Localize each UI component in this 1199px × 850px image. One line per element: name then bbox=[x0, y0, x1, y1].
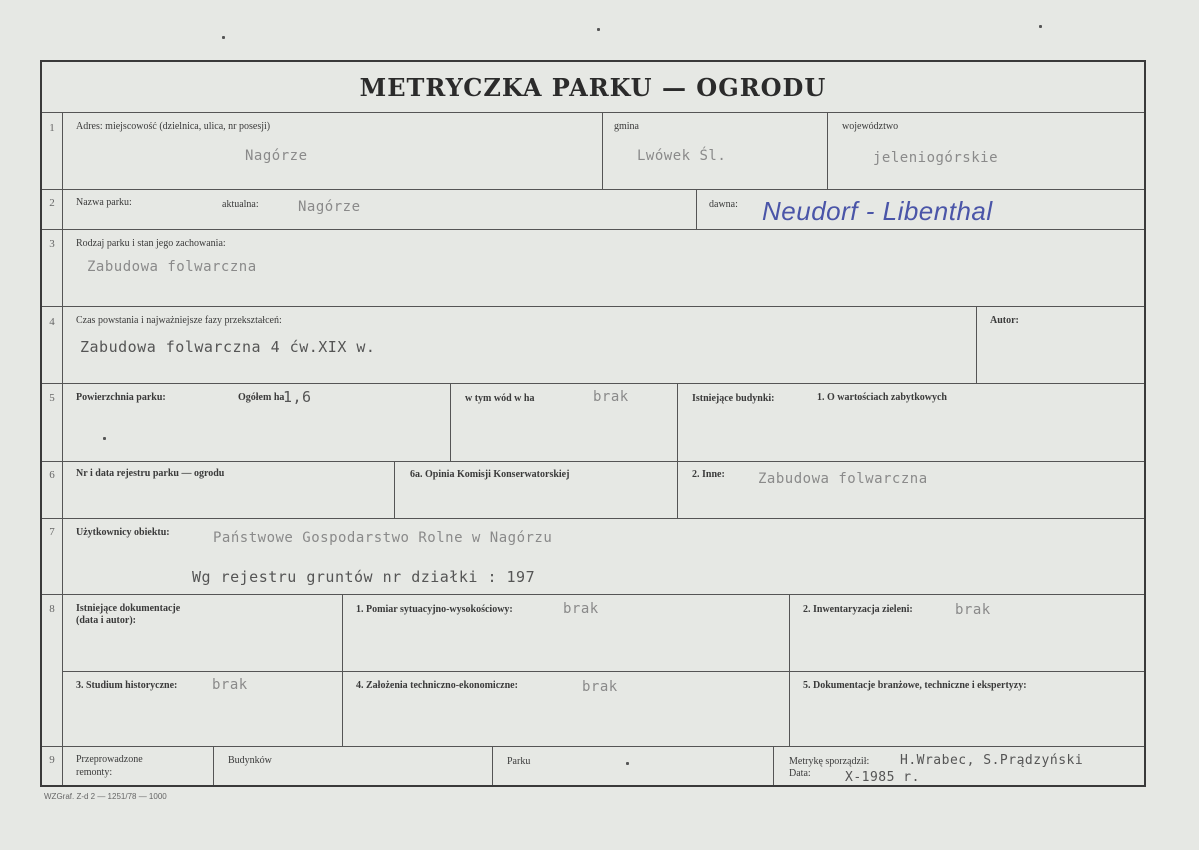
rule-row2-top bbox=[42, 189, 1144, 190]
rule-row6-top bbox=[42, 461, 1144, 462]
survey-value: brak bbox=[563, 601, 599, 617]
register-label: Nr i data rejestru parku — ogrodu bbox=[76, 468, 225, 479]
divider-r2 bbox=[696, 189, 697, 229]
rule-row4-top bbox=[42, 306, 1144, 307]
scan-speck bbox=[626, 762, 629, 765]
divider-r4 bbox=[976, 306, 977, 383]
date-value: X-1985 r. bbox=[845, 770, 920, 785]
documentation-label-1: Istniejące dokumentacje bbox=[76, 603, 181, 614]
historical-study-value: brak bbox=[212, 677, 248, 693]
current-name-label: aktualna: bbox=[222, 199, 259, 210]
rule-row8-top bbox=[42, 594, 1144, 595]
divider-r6-b bbox=[677, 461, 678, 518]
form-title: METRYCZKA PARKU — OGRODU bbox=[359, 72, 827, 102]
rule-row1-top bbox=[42, 112, 1144, 113]
scan-speck bbox=[597, 28, 600, 31]
divider-r9-b bbox=[492, 746, 493, 785]
current-name-value: Nagórze bbox=[298, 199, 361, 215]
prepared-by-value: H.Wrabec, S.Prądzyński bbox=[900, 753, 1084, 768]
row-number-6: 6 bbox=[49, 469, 55, 481]
row-number-5: 5 bbox=[49, 392, 55, 404]
total-area-value: 1,6 bbox=[283, 388, 312, 406]
divider-r6-a bbox=[394, 461, 395, 518]
park-area-label: Powierzchnia parku: bbox=[76, 392, 166, 403]
green-inventory-label: 2. Inwentaryzacja zieleni: bbox=[803, 604, 913, 615]
rule-row8-mid bbox=[62, 671, 1144, 672]
divider-r1-b bbox=[827, 112, 828, 189]
row-number-2: 2 bbox=[49, 197, 55, 209]
address-label: Adres: miejscowość (dzielnica, ulica, nr posesji) bbox=[76, 121, 271, 132]
green-inventory-value: brak bbox=[955, 602, 991, 618]
users-label: Użytkownicy obiektu: bbox=[76, 527, 170, 538]
branch-docs-label: 5. Dokumentacje branżowe, techniczne i ekspertyzy: bbox=[803, 680, 1027, 691]
users-value-2: Wg rejestru gruntów nr działki : 197 bbox=[192, 568, 536, 586]
divider-r8-a bbox=[342, 594, 343, 746]
creation-label: Czas powstania i najważniejsze fazy przekształceń: bbox=[76, 315, 282, 326]
divider-r8-b bbox=[789, 594, 790, 746]
park-name-label: Nazwa parku: bbox=[76, 197, 132, 208]
scan-speck bbox=[222, 36, 225, 39]
repairs-label-1: Przeprowadzone bbox=[76, 754, 143, 765]
other-buildings-label: 2. Inne: bbox=[692, 469, 725, 480]
water-area-value: brak bbox=[593, 389, 629, 405]
prepared-by-label: Metrykę sporządził: bbox=[789, 756, 870, 767]
gmina-value: Lwówek Śl. bbox=[637, 148, 727, 164]
monument-buildings-label: 1. O wartościach zabytkowych bbox=[817, 392, 947, 403]
commission-opinion-label: 6a. Opinia Komisji Konserwatorskiej bbox=[410, 469, 570, 480]
form-frame bbox=[40, 60, 1146, 787]
repairs-label-2: remonty: bbox=[76, 767, 113, 778]
rule-row9-top bbox=[42, 746, 1144, 747]
rule-row5-top bbox=[42, 383, 1144, 384]
number-column-divider bbox=[62, 112, 63, 785]
rule-row3-top bbox=[42, 229, 1144, 230]
row-number-4: 4 bbox=[49, 316, 55, 328]
existing-buildings-label: Istniejące budynki: bbox=[692, 393, 775, 404]
other-buildings-value: Zabudowa folwarczna bbox=[758, 471, 928, 487]
row-number-8: 8 bbox=[49, 603, 55, 615]
park-type-value: Zabudowa folwarczna bbox=[87, 259, 257, 275]
creation-value: Zabudowa folwarczna 4 ćw.XIX w. bbox=[80, 338, 376, 356]
row-number-3: 3 bbox=[49, 238, 55, 250]
scan-speck bbox=[1039, 25, 1042, 28]
row-number-9: 9 bbox=[49, 754, 55, 766]
repairs-park-label: Parku bbox=[507, 756, 531, 767]
former-name-value: Neudorf - Libenthal bbox=[762, 196, 993, 226]
tech-econ-value: brak bbox=[582, 679, 618, 695]
repairs-buildings-label: Budynków bbox=[228, 755, 272, 766]
tech-econ-label: 4. Założenia techniczno-ekonomiczne: bbox=[356, 680, 518, 691]
row-number-7: 7 bbox=[49, 526, 55, 538]
documentation-label-2: (data i autor): bbox=[76, 615, 136, 626]
gmina-label: gmina bbox=[614, 121, 639, 132]
rule-row7-top bbox=[42, 518, 1144, 519]
former-name-label: dawna: bbox=[709, 199, 738, 210]
scan-speck bbox=[103, 437, 106, 440]
divider-r9-c bbox=[773, 746, 774, 785]
printer-imprint: WZGraf. Z-d 2 — 1251/78 — 1000 bbox=[44, 792, 167, 801]
historical-study-label: 3. Studium historyczne: bbox=[76, 680, 178, 691]
survey-label: 1. Pomiar sytuacyjno-wysokościowy: bbox=[356, 604, 513, 615]
wojewodztwo-label: województwo bbox=[842, 121, 899, 132]
divider-r1-a bbox=[602, 112, 603, 189]
address-value: Nagórze bbox=[245, 148, 308, 164]
water-area-label: w tym wód w ha bbox=[465, 393, 535, 404]
users-value-1: Państwowe Gospodarstwo Rolne w Nagórzu bbox=[213, 530, 553, 546]
divider-r5-a bbox=[450, 383, 451, 461]
divider-r5-b bbox=[677, 383, 678, 461]
total-area-label: Ogółem ha bbox=[238, 392, 285, 403]
row-number-1: 1 bbox=[49, 122, 55, 134]
divider-r9-a bbox=[213, 746, 214, 785]
date-label: Data: bbox=[789, 768, 811, 779]
park-type-label: Rodzaj parku i stan jego zachowania: bbox=[76, 238, 226, 249]
wojewodztwo-value: jeleniogórskie bbox=[873, 150, 999, 166]
author-label: Autor: bbox=[990, 315, 1019, 326]
